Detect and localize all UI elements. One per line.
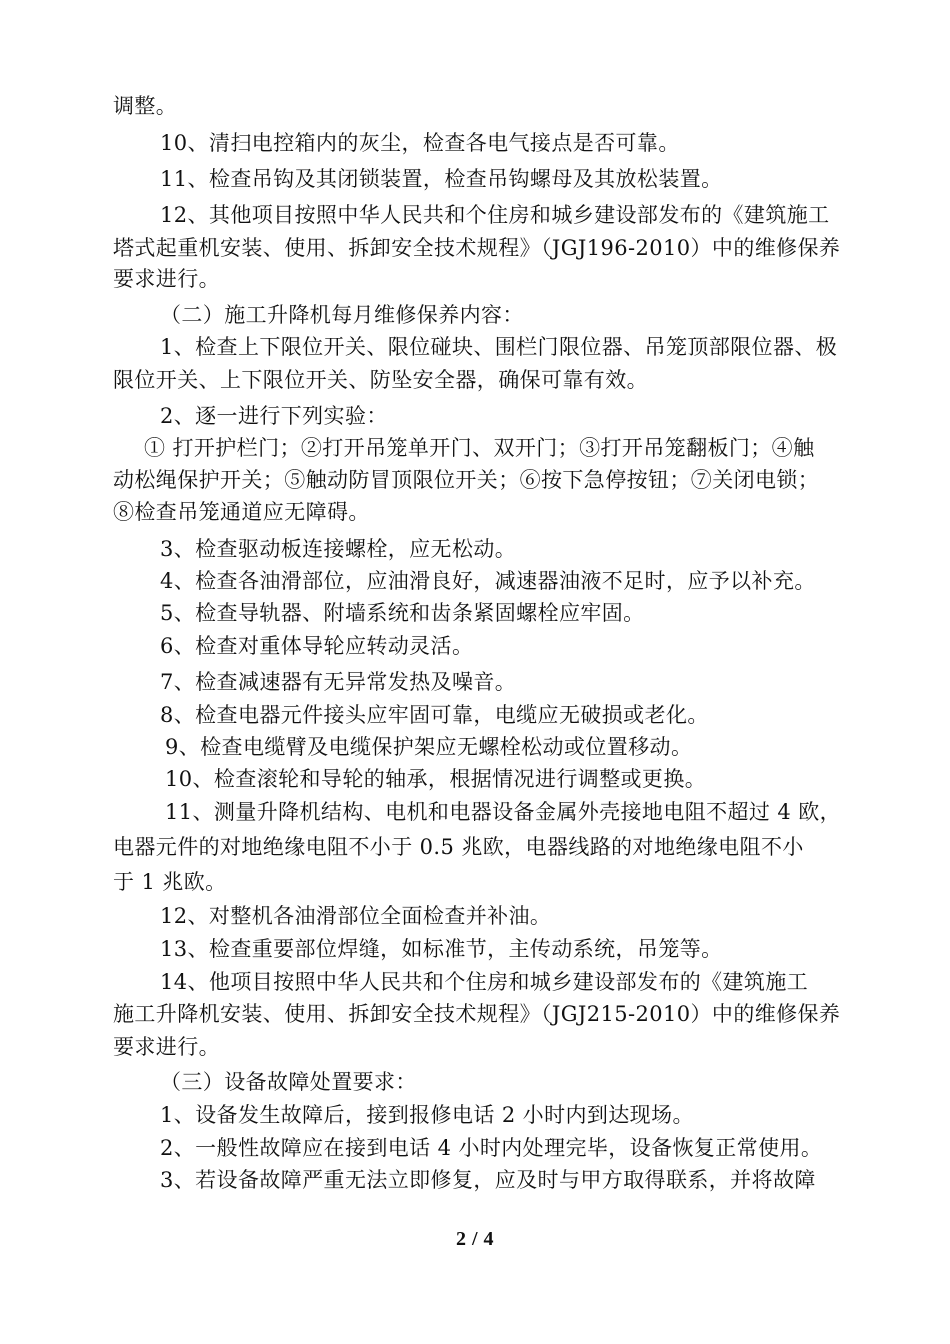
section-heading: （三）设备故障处置要求： <box>160 1070 417 1094</box>
text-line: 电器元件的对地绝缘电阻不小于 0.5 兆欧，电器线路的对地绝缘电阻不小 <box>113 835 804 859</box>
text-line: 4、检查各油滑部位，应油滑良好，减速器油液不足时，应予以补充。 <box>160 569 816 593</box>
text-line: ① 打开护栏门；②打开吊笼单开门、双开门；③打开吊笼翻板门；④触 <box>144 436 815 460</box>
text-line: 3、若设备故障严重无法立即修复，应及时与甲方取得联系，并将故障 <box>160 1168 816 1192</box>
text-line: 9、检查电缆臂及电缆保护架应无螺栓松动或位置移动。 <box>165 735 693 759</box>
text-line: 要求进行。 <box>113 267 220 291</box>
text-line: 1、检查上下限位开关、限位碰块、围栏门限位器、吊笼顶部限位器、极 <box>160 335 838 359</box>
text-line: 10、检查滚轮和导轮的轴承，根据情况进行调整或更换。 <box>165 767 707 791</box>
page-number: 2 / 4 <box>455 1228 495 1250</box>
text-line: 8、检查电器元件接头应牢固可靠，电缆应无破损或老化。 <box>160 703 709 727</box>
text-line: 2、逐一进行下列实验： <box>160 404 388 428</box>
text-line: ⑧检查吊笼通道应无障碍。 <box>113 500 370 524</box>
text-line: 7、检查减速器有无异常发热及噪音。 <box>160 670 517 694</box>
text-line: 2、一般性故障应在接到电话 4 小时内处理完毕，设备恢复正常使用。 <box>160 1136 823 1160</box>
text-line: 5、检查导轨器、附墙系统和齿条紧固螺栓应牢固。 <box>160 601 645 625</box>
text-line: 施工升降机安装、使用、拆卸安全技术规程》（JGJ215-2010）中的维修保养 <box>113 1002 841 1026</box>
text-line: 3、检查驱动板连接螺栓，应无松动。 <box>160 537 517 561</box>
text-line: 11、测量升降机结构、电机和电器设备金属外壳接地电阻不超过 4 欧， <box>165 800 842 824</box>
text-line: 塔式起重机安装、使用、拆卸安全技术规程》（JGJ196-2010）中的维修保养 <box>113 236 841 260</box>
text-line: 1、设备发生故障后，接到报修电话 2 小时内到达现场。 <box>160 1103 694 1127</box>
text-line: 要求进行。 <box>113 1035 220 1059</box>
text-line: 6、检查对重体导轮应转动灵活。 <box>160 634 474 658</box>
text-line: 13、检查重要部位焊缝，如标准节，主传动系统，吊笼等。 <box>160 937 723 961</box>
text-line: 10、清扫电控箱内的灰尘，检查各电气接点是否可靠。 <box>160 131 680 155</box>
text-line: 12、其他项目按照中华人民共和个住房和城乡建设部发布的《建筑施工 <box>160 203 830 227</box>
text-line: 动松绳保护开关；⑤触动防冒顶限位开关；⑥按下急停按钮；⑦关闭电锁； <box>113 468 820 492</box>
text-line: 12、对整机各油滑部位全面检查并补油。 <box>160 904 552 928</box>
text-line: 于 1 兆欧。 <box>113 870 227 894</box>
text-line: 限位开关、上下限位开关、防坠安全器，确保可靠有效。 <box>113 368 648 392</box>
section-heading: （二）施工升降机每月维修保养内容： <box>160 303 524 327</box>
text-line: 调整。 <box>113 94 178 118</box>
text-line: 14、他项目按照中华人民共和个住房和城乡建设部发布的《建筑施工 <box>160 970 809 994</box>
text-line: 11、检查吊钩及其闭锁装置，检查吊钩螺母及其放松装置。 <box>160 167 723 191</box>
